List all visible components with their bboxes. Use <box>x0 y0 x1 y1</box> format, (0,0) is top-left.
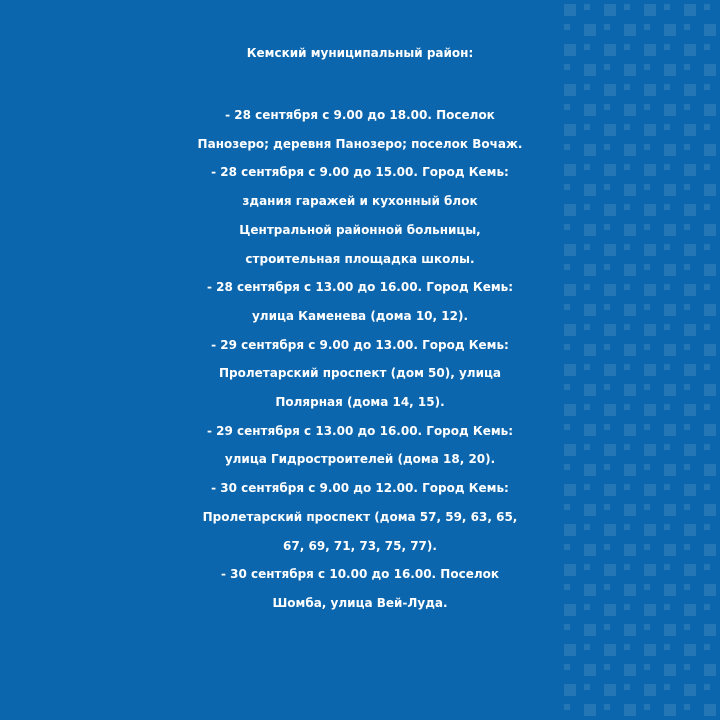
schedule-line: Полярная (дома 14, 15). <box>275 395 445 410</box>
schedule-line: Шомба, улица Вей-Луда. <box>272 595 448 610</box>
schedule-line: - 29 сентября с 13.00 до 16.00. Город Кемь: <box>206 423 514 438</box>
schedule-line: Панозеро; деревня Панозеро; поселок Вочаж. <box>197 136 523 151</box>
schedule-line: 67, 69, 71, 73, 75, 77). <box>283 538 437 553</box>
schedule-line: улица Каменева (дома 10, 12). <box>251 308 469 323</box>
schedule-line: здания гаражей и кухонный блок <box>242 194 478 209</box>
schedule-line: - 28 сентября с 9.00 до 18.00. Поселок <box>225 108 495 122</box>
schedule-line: - 29 сентября с 9.00 до 13.00. Город Кемь: <box>211 337 509 352</box>
schedule-line: - 30 сентября с 9.00 до 12.00. Город Кемь: <box>211 481 509 496</box>
schedule-line: улица Гидростроителей (дома 18, 20). <box>224 452 496 467</box>
schedule-line: Пролетарский проспект (дома 57, 59, 63, 65, <box>202 509 518 524</box>
schedule-line: Центральной районной больницы, <box>239 222 481 237</box>
schedule-line: строительная площадка школы. <box>245 251 475 266</box>
spacer <box>0 68 720 101</box>
schedule-line: - 28 сентября с 9.00 до 15.00. Город Кемь: <box>211 165 509 180</box>
announcement-text <box>0 38 720 618</box>
schedule-line: - 28 сентября с 13.00 до 16.00. Город Кемь: <box>206 280 514 295</box>
schedule-line: Пролетарский проспект (дом 50), улица <box>219 366 501 381</box>
district-title: Кемский муниципальный район: <box>246 46 474 60</box>
schedule-line: - 30 сентября с 10.00 до 16.00. Поселок <box>220 567 500 582</box>
